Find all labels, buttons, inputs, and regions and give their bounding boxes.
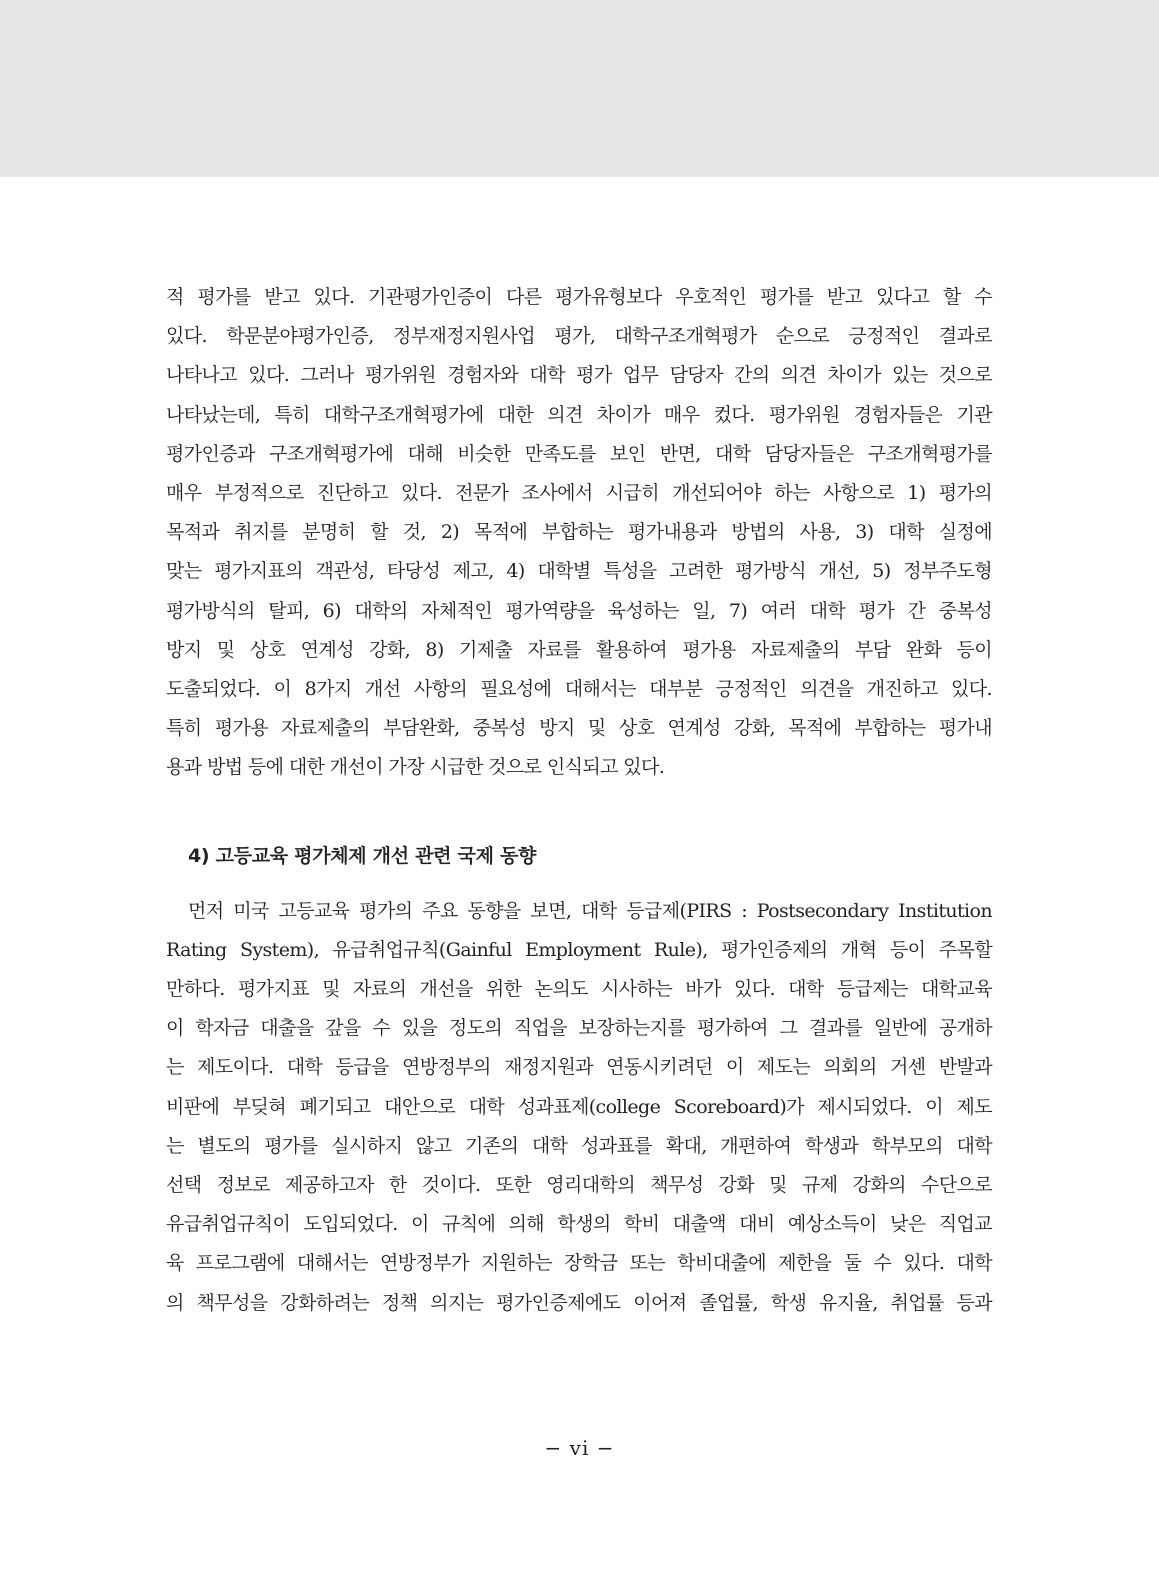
text-line: 적 평가를 받고 있다. 기관평가인증이 다른 평가유형보다 우호적인 평가를 받고 있다고 할 수	[166, 286, 992, 308]
text-line: 유급취업규칙이 도입되었다. 이 규칙에 의해 학생의 학비 대출액 대비 예상소득이 낮은 직업교	[166, 1213, 992, 1236]
text-line: 나타났는데, 특히 대학구조개혁평가에 대한 의견 차이가 매우 컸다. 평가위원 경험자들은 기관	[166, 403, 992, 426]
text-line: 의 책무성을 강화하려는 정책 의지는 평가인증제에도 이어져 졸업률, 학생 유지율, 취업률 등과	[166, 1291, 992, 1314]
text-line: Rating System), 유급취업규칙(Gainful Employment Rule), 평가인증제의 개혁 등이 주목할	[166, 938, 992, 961]
page-content	[166, 278, 992, 1323]
text-line: 매우 부정적으로 진단하고 있다. 전문가 조사에서 시급히 개선되어야 하는 사항으로 1) 평가의	[166, 482, 992, 505]
text-line: 는 별도의 평가를 실시하지 않고 기존의 대학 성과표를 확대, 개편하여 학생과 학부모의 대학	[166, 1134, 992, 1157]
text-line: 비판에 부딪혀 폐기되고 대안으로 대학 성과표제(college Scoreboard)가 제시되었다. 이 제도	[166, 1095, 992, 1118]
page-number: − vi −	[544, 1436, 615, 1460]
text-line: 육 프로그램에 대해서는 연방정부가 지원하는 장학금 또는 학비대출에 제한을 둘 수 있다. 대학	[166, 1252, 992, 1275]
text-line: 목적과 취지를 분명히 할 것, 2) 목적에 부합하는 평가내용과 방법의 사용, 3) 대학 실정에	[166, 521, 992, 544]
text-line: 선택 정보로 제공하고자 한 것이다. 또한 영리대학의 책무성 강화 및 규제 강화의 수단으로	[166, 1174, 992, 1197]
paragraph-1	[166, 278, 992, 788]
section-heading: 4) 고등교육 평가체제 개선 관련 국제 동향	[188, 844, 537, 867]
text-line: 맞는 평가지표의 객관성, 타당성 제고, 4) 대학별 특성을 고려한 평가방식 개선, 5) 정부주도형	[166, 560, 992, 583]
text-line: 나타나고 있다. 그러나 평가위원 경험자와 대학 평가 업무 담당자 간의 의견 차이가 있는 것으로	[166, 364, 992, 387]
text-line: 는 제도이다. 대학 등급을 연방정부의 재정지원과 연동시키려던 이 제도는 의회의 거센 반발과	[166, 1056, 992, 1079]
text-line: 이 학자금 대출을 갚을 수 있을 정도의 직업을 보장하는지를 평가하여 그 결과를 일반에 공개하	[166, 1017, 992, 1040]
header-band	[0, 0, 1159, 177]
text-line: 평가인증과 구조개혁평가에 대해 비슷한 만족도를 보인 반면, 대학 담당자들은 구조개혁평가를	[166, 442, 992, 465]
text-line: 도출되었다. 이 8가지 개선 사항의 필요성에 대해서는 대부분 긍정적인 의견을 개진하고 있다.	[166, 678, 992, 701]
text-line: 특히 평가용 자료제출의 부담완화, 중복성 방지 및 상호 연계성 강화, 목적에 부합하는 평가내	[166, 717, 992, 740]
text-line: 평가방식의 탈피, 6) 대학의 자체적인 평가역량을 육성하는 일, 7) 여러 대학 평가 간 중복성	[166, 599, 992, 622]
text-line: 방지 및 상호 연계성 강화, 8) 기제출 자료를 활용하여 평가용 자료제출의 부담 완화 등이	[166, 638, 992, 661]
paragraph-2	[166, 892, 992, 1323]
text-line: 만하다. 평가지표 및 자료의 개선을 위한 논의도 시사하는 바가 있다. 대학 등급제는 대학교육	[166, 978, 992, 1001]
text-line: 먼저 미국 고등교육 평가의 주요 동향을 보면, 대학 등급제(PIRS : Postsecondary Institution	[188, 899, 992, 922]
text-line: 용과 방법 등에 대한 개선이 가장 시급한 것으로 인식되고 있다.	[166, 756, 665, 779]
text-line: 있다. 학문분야평가인증, 정부재정지원사업 평가, 대학구조개혁평가 순으로 긍정적인 결과로	[166, 325, 992, 348]
